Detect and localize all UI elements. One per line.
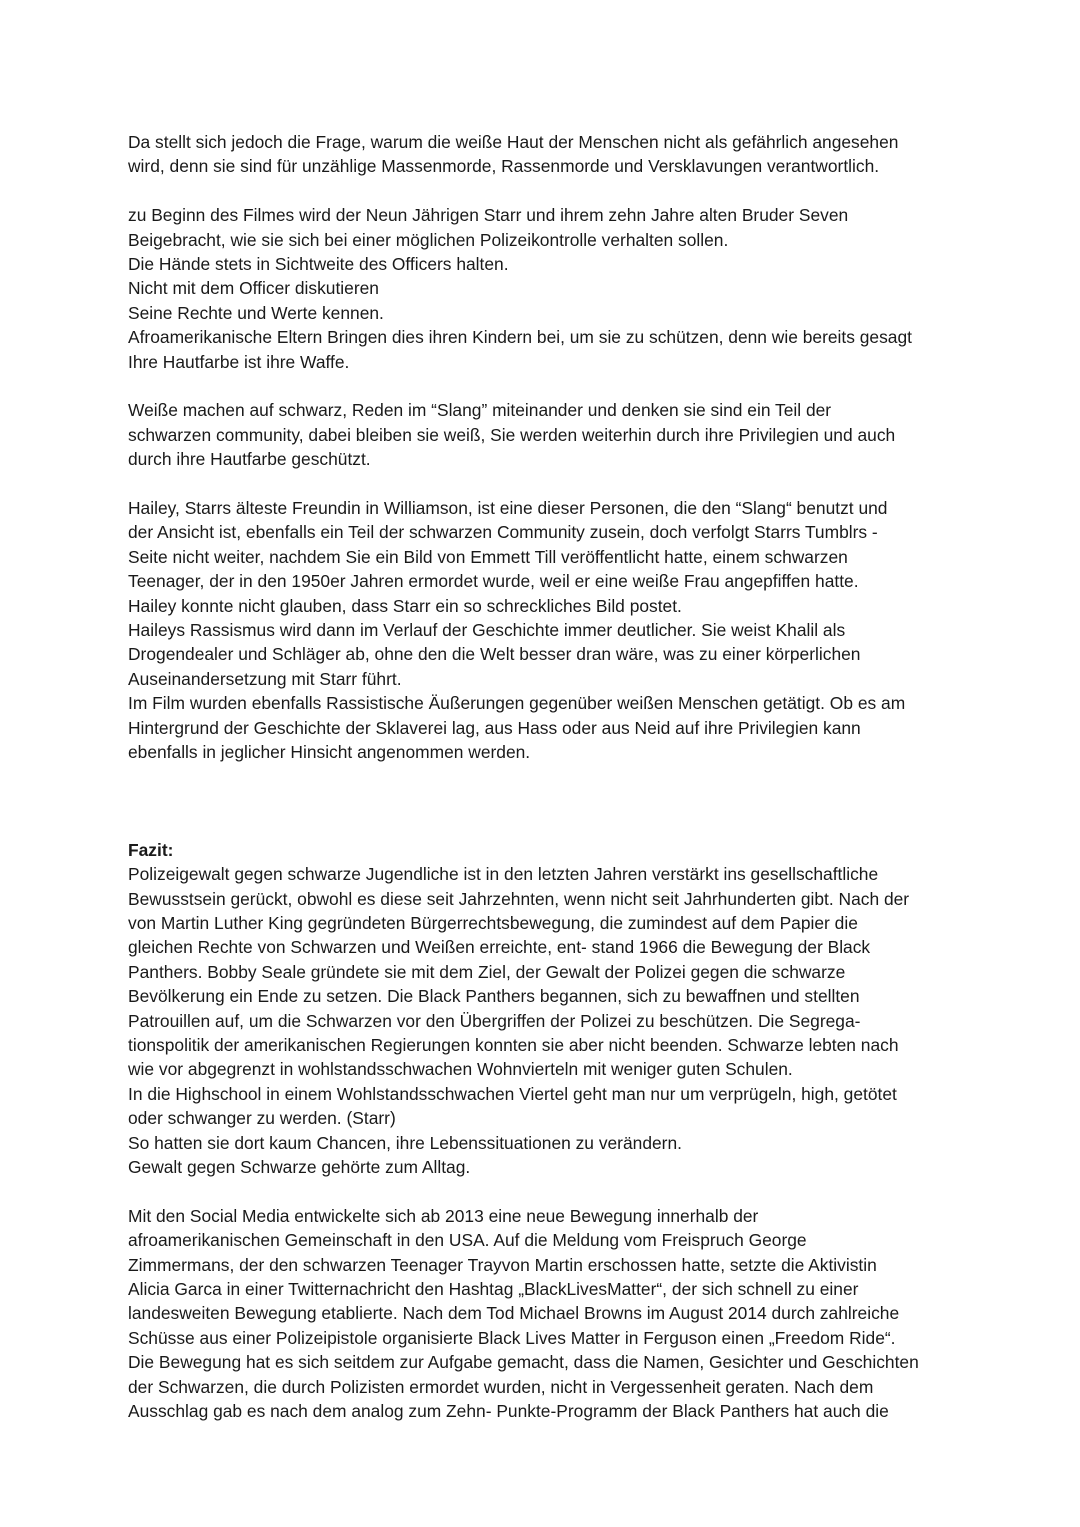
text-line: der Schwarzen, die durch Polizisten ermordet wurden, nicht in Vergessenheit geraten. Nach dem [128,1376,874,1397]
text-line: Teenager, der in den 1950er Jahren ermordet wurde, weil er eine weiße Frau angepfiffen hatte. [128,571,859,592]
text-line: durch ihre Hautfarbe geschützt. [128,449,371,470]
text-line: Weiße machen auf schwarz, Reden im “Slang” miteinander und denken sie sind ein Teil der [128,400,832,421]
text-line: Die Hände stets in Sichtweite des Officers halten. [128,254,509,275]
text-line: Polizeigewalt gegen schwarze Jugendliche ist in den letzten Jahren verstärkt ins gesellschaftliche [128,864,879,885]
text-line: Bewusstsein gerückt, obwohl es diese seit Jahrzehnten, wenn nicht seit Jahrhunderten gibt. Nach der [128,888,910,909]
section-heading-fazit: Fazit: [128,839,174,860]
text-line: Bevölkerung ein Ende zu setzen. Die Black Panthers begannen, sich zu bewaffnen und stellten [128,986,860,1007]
text-line: ebenfalls in jeglicher Hinsicht angenommen werden. [128,742,531,763]
text-line: Hailey, Starrs älteste Freundin in Williamson, ist eine dieser Personen, die den “Slang“ benutzt und [128,498,888,519]
text-line: oder schwanger zu werden. (Starr) [128,1108,396,1129]
paragraph [128,1204,958,1424]
text-line: Panthers. Bobby Seale gründete sie mit dem Ziel, der Gewalt der Polizei gegen die schwarze [128,961,846,982]
section-spacer [128,789,958,838]
text-line: zu Beginn des Filmes wird der Neun Jährigen Starr und ihrem zehn Jahre alten Bruder Seven [128,205,849,226]
text-line: In die Highschool in einem Wohlstandsschwachen Viertel geht man nur um verprügeln, high, getötet [128,1083,897,1104]
text-line: Hintergrund der Geschichte der Sklaverei lag, aus Hass oder aus Neid auf ihre Privilegien kann [128,717,861,738]
text-line: Beigebracht, wie sie sich bei einer möglichen Polizeikontrolle verhalten sollen. [128,229,729,250]
text-line: Afroamerikanische Eltern Bringen dies ihren Kindern bei, um sie zu schützen, denn wie bereits gesagt [128,327,912,348]
text-line: wird, denn sie sind für unzählige Massenmorde, Rassenmorde und Versklavungen verantwortlich. [128,156,880,177]
text-line: Mit den Social Media entwickelte sich ab 2013 eine neue Bewegung innerhalb der [128,1205,759,1226]
paragraph [128,496,958,764]
text-line: So hatten sie dort kaum Chancen, ihre Lebenssituationen zu verändern. [128,1132,682,1153]
text-line: Im Film wurden ebenfalls Rassistische Äußerungen gegenüber weißen Menschen getätigt. Ob es am [128,693,906,714]
text-line: Haileys Rassismus wird dann im Verlauf der Geschichte immer deutlicher. Sie weist Khalil als [128,620,846,641]
text-line: Ausschlag gab es nach dem analog zum Zehn- Punkte-Programm der Black Panthers hat auch die [128,1401,889,1422]
text-line: Nicht mit dem Officer diskutieren [128,278,379,299]
text-line: Drogendealer und Schläger ab, ohne den die Welt besser dran wäre, was zu einer körperlichen [128,644,861,665]
text-line: Ihre Hautfarbe ist ihre Waffe. [128,351,350,372]
text-line: schwarzen community, dabei bleiben sie weiß, Sie werden weiterhin durch ihre Privilegien und auch [128,424,896,445]
text-line: Hailey konnte nicht glauben, dass Starr ein so schreckliches Bild postet. [128,595,682,616]
text-line: Da stellt sich jedoch die Frage, warum die weiße Haut der Menschen nicht als gefährlich angesehen [128,132,899,152]
text-line: Patrouillen auf, um die Schwarzen vor den Übergriffen der Polizei zu beschützen. Die Segrega- [128,1010,861,1031]
text-line: Schüsse aus einer Polizeipistole organisierte Black Lives Matter in Ferguson einen „Freedom Ride“. [128,1327,896,1348]
text-line: wie vor abgegrenzt in wohlstandsschwachen Wohnvierteln mit weniger guten Schulen. [128,1059,793,1080]
paragraph [128,398,958,471]
text-line: Alicia Garca in einer Twitternachricht den Hashtag „BlackLivesMatter“, der sich schnell zu einer [128,1279,859,1299]
text-line: landesweiten Bewegung etablierte. Nach dem Tod Michael Browns im August 2014 durch zahlreiche [128,1303,900,1324]
paragraph [128,203,958,374]
text-line: Gewalt gegen Schwarze gehörte zum Alltag. [128,1156,471,1177]
body-section [128,130,958,765]
text-line: Die Bewegung hat es sich seitdem zur Aufgabe gemacht, dass die Namen, Gesichter und Geschichten [128,1352,919,1373]
conclusion-section [128,862,958,1423]
text-line: der Ansicht ist, ebenfalls ein Teil der schwarzen Community zusein, doch verfolgt Starrs Tumblrs - [128,522,878,543]
text-line: von Martin Luther King gegründeten Bürgerrechtsbewegung, die zumindest auf dem Papier die [128,912,858,933]
text-line: Auseinandersetzung mit Starr führt. [128,668,402,689]
text-line: tionspolitik der amerikanischen Regierungen konnten sie aber nicht beenden. Schwarze lebten nach [128,1034,899,1055]
paragraph [128,130,958,179]
document-page [128,130,958,1448]
paragraph [128,862,958,1179]
text-line: Zimmermans, der den schwarzen Teenager Trayvon Martin erschossen hatte, setzte die Aktivistin [128,1254,877,1275]
text-line: gleichen Rechte von Schwarzen und Weißen erreichte, ent- stand 1966 die Bewegung der Black [128,937,871,958]
text-line: Seite nicht weiter, nachdem Sie ein Bild von Emmett Till veröffentlicht hatte, einem schwarzen [128,546,848,567]
text-line: Seine Rechte und Werte kennen. [128,302,384,323]
text-line: afroamerikanischen Gemeinschaft in den USA. Auf die Meldung vom Freispruch George [128,1230,807,1251]
